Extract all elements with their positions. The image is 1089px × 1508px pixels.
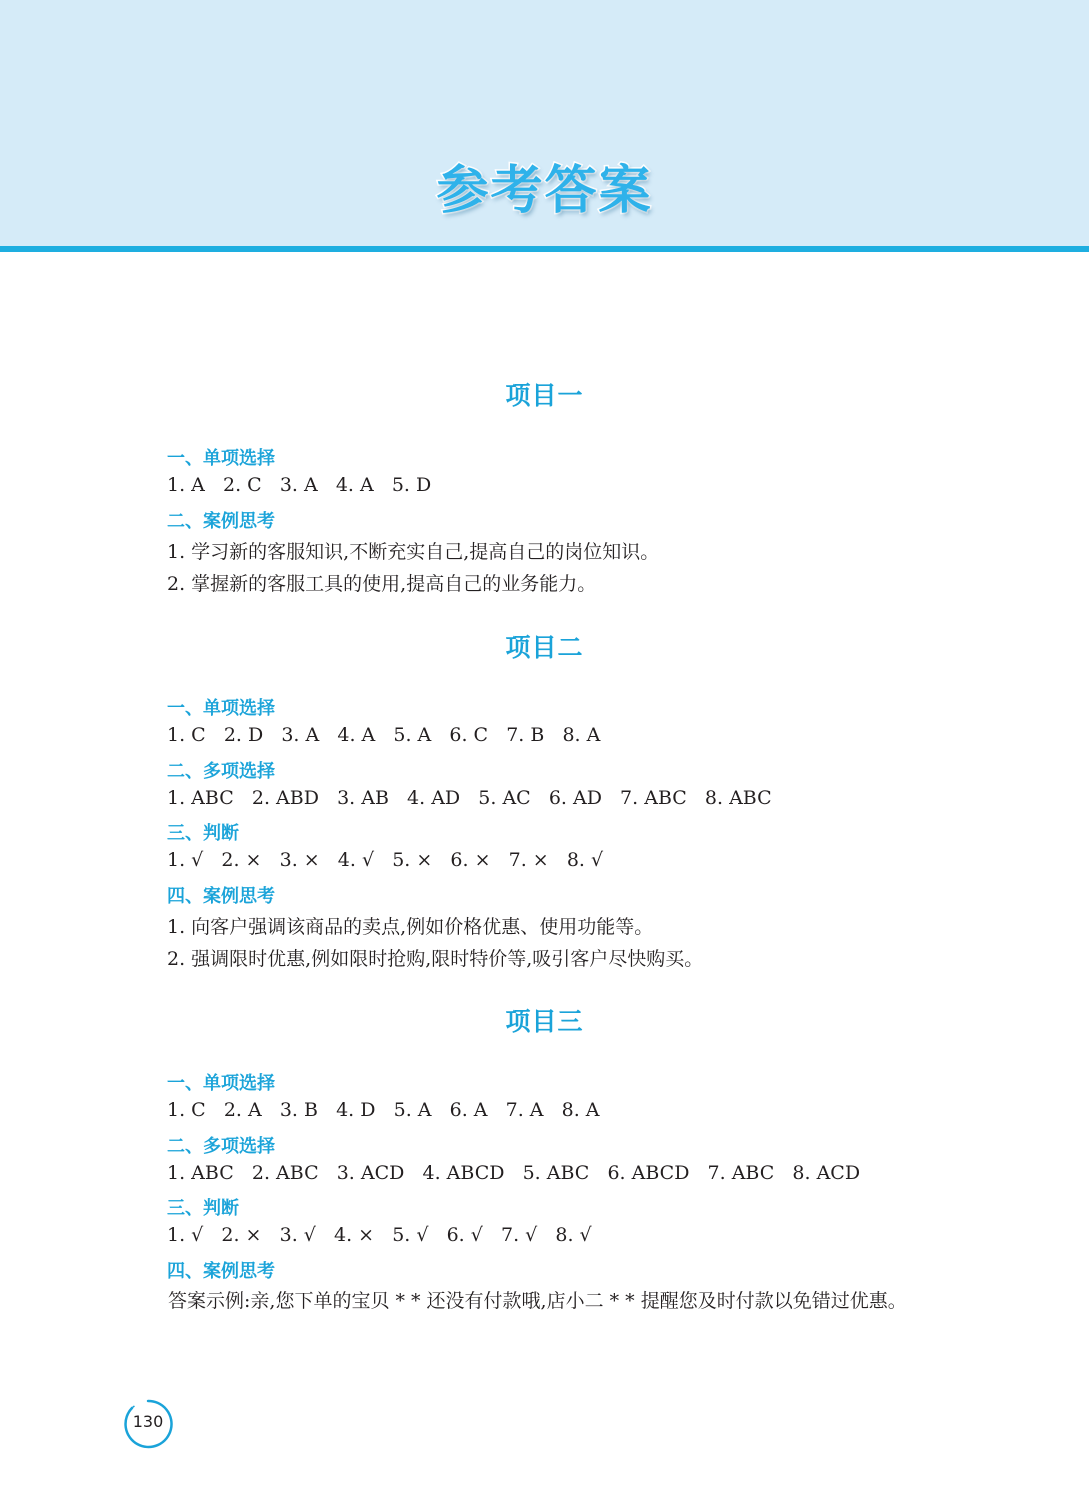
page-number: 130: [132, 1412, 164, 1431]
page-title: 参考答案: [436, 161, 653, 221]
answer-line: 1. √ 2. × 3. × 4. √ 5. × 6. × 7. × 8. √: [167, 849, 604, 871]
section-heading: 四、案例思考: [167, 1261, 275, 1282]
answer-line: 1. √ 2. × 3. √ 4. × 5. √ 6. √ 7. √ 8. √: [167, 1224, 592, 1246]
section-heading: 二、多项选择: [167, 1136, 275, 1157]
answer-line: 1. A 2. C 3. A 4. A 5. D: [167, 474, 432, 496]
section-heading: 一、单项选择: [167, 698, 275, 719]
answer-paragraph: 答案示例:亲,您下单的宝贝 * * 还没有付款哦,店小二 * * 提醒您及时付款以免错过优惠。: [168, 1290, 907, 1312]
section-heading: 三、判断: [167, 1198, 239, 1219]
answer-line: 1. 学习新的客服知识,不断充实自己,提高自己的岗位知识。: [167, 541, 660, 563]
section-heading: 一、单项选择: [167, 1073, 275, 1094]
section-heading: 二、多项选择: [167, 761, 275, 782]
answer-line: 1. C 2. A 3. B 4. D 5. A 6. A 7. A 8. A: [167, 1099, 600, 1121]
answer-line: 1. 向客户强调该商品的卖点,例如价格优惠、使用功能等。: [167, 916, 654, 938]
answer-line: 1. ABC 2. ABC 3. ACD 4. ABCD 5. ABC 6. ABCD 7. ABC 8. ACD: [167, 1162, 861, 1184]
header-divider: [0, 246, 1089, 252]
project-title-3: 项目三: [505, 1007, 584, 1036]
project-title-1: 项目一: [505, 381, 584, 410]
answer-line: 2. 强调限时优惠,例如限时抢购,限时特价等,吸引客户尽快购买。: [167, 948, 704, 970]
project-title-2: 项目二: [505, 633, 584, 662]
section-heading: 二、案例思考: [167, 511, 275, 532]
answer-line: 2. 掌握新的客服工具的使用,提高自己的业务能力。: [167, 573, 597, 595]
section-heading: 四、案例思考: [167, 886, 275, 907]
answer-line: 1. ABC 2. ABD 3. AB 4. AD 5. AC 6. AD 7. ABC 8. ABC: [167, 787, 772, 809]
section-heading: 三、判断: [167, 823, 239, 844]
section-heading: 一、单项选择: [167, 448, 275, 469]
answer-line: 1. C 2. D 3. A 4. A 5. A 6. C 7. B 8. A: [167, 724, 601, 746]
